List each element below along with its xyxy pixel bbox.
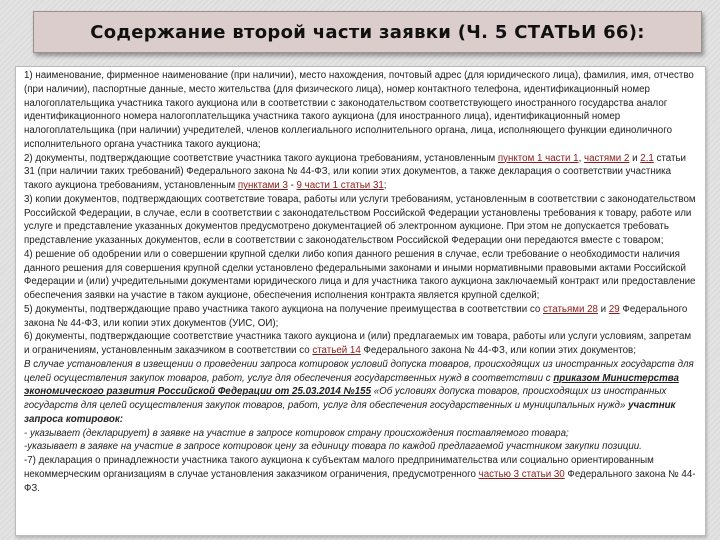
text-run: 3) копии документов, подтверждающих соответствие товара, работы или услуги требованиям, установленным в соответствии с законодательством Российской Федерации, в случае, если в соответствии с законодательством Российской Федерации установлены требования к товару, работе или услуге и представление указанных документов предусмотрено документацией об электронном аукционе. При этом не допускается требовать представление указанных документов, если в соответствии с законодательством Российской Федерации они передаются вместе с товаром;: [24, 193, 696, 246]
text-run: статьи 31 (при наличии таких требований) Федерального закона № 44-ФЗ, или копии этих документов, а также декларация о соответствии участника такого аукциона требованиям, установленным: [24, 152, 686, 191]
law-reference-link[interactable]: пунктами 3: [237, 180, 288, 191]
law-reference-link[interactable]: пунктом 1 части 1: [497, 152, 579, 164]
text-run: В случае установления в извещении о проведении запроса котировок условий допуска товаров, происходящих из иностранных государств для целей осуществления закупок товаров, работ, услуг для обеспечения государственных нужд в соответствии с: [24, 358, 694, 384]
title-banner: [33, 11, 702, 53]
text-run: Федерального закона № 44-ФЗ.: [24, 468, 696, 494]
text-run: ;: [383, 180, 387, 191]
text-run: «Об условиях допуска товаров, происходящих из иностранных государств для целей осуществления закупок товаров, работ, услуг для обеспечения государственных и муниципальных нужд»: [24, 386, 667, 411]
text-run: 5) документы, подтверждающие право участника такого аукциона на получение преимущества в соответствии со: [24, 303, 543, 315]
text-run: ,: [578, 152, 584, 164]
paragraph: [24, 330, 698, 358]
law-reference-link[interactable]: 29: [608, 303, 620, 315]
paragraph: [24, 69, 698, 152]
text-run: -указывает в заявке на участие в запросе котировок цену за единицу товара по каждой предлагаемой участником закупки позиции.: [24, 441, 642, 453]
law-reference-link[interactable]: частью 3 статьи 30: [478, 468, 565, 480]
text-run: 1) наименование, фирменное наименование (при наличии), место нахождения, почтовый адрес (для юридического лица), фамилия, имя, отчество (при наличии), паспортные данные, место жительства (для физического лица), номер контактного телефона, идентификационный номер налогоплательщика участника такого аукциона или в соответствии с законодательством соответствующего иностранного государства аналог идентификационного номера налогоплательщика участника такого аукциона (для иностранного лица), идентификационный номер налогоплательщика (при наличии) учредителей, членов коллегиального исполнительного органа, лица, исполняющего функции единоличного исполнительного органа участника такого аукциона;: [24, 70, 694, 150]
law-reference-link[interactable]: 9 части 1 статьи 31: [296, 180, 384, 191]
paragraph: [24, 152, 698, 193]
text-run: -7) декларация о принадлежности участника такого аукциона к субъектам малого предпринимательства или социально ориентированным некоммерческим организациям в случае установления заказчиком ограничения, предусмотренного: [24, 455, 654, 480]
paragraph: [24, 248, 698, 303]
text-run: 6) документы, подтверждающие соответствие участника такого аукциона и (или) предлагаемых им товара, работы или услуги условиям, запретам и ограничениям, установленным заказчиком в соответствии со: [24, 331, 692, 356]
text-run: 2) документы, подтверждающие соответствие участника такого аукциона требованиям, установленным: [24, 152, 498, 164]
text-run: -: [287, 180, 297, 191]
paragraph: [24, 193, 698, 248]
law-reference-link[interactable]: частями 2: [583, 152, 630, 164]
law-reference-link[interactable]: статьями 28: [543, 303, 598, 315]
content-panel: [15, 66, 706, 536]
law-reference-link[interactable]: статьей 14: [312, 345, 361, 356]
paragraph: [24, 427, 698, 441]
text-run: участник запроса котировок:: [24, 400, 676, 425]
text-run: приказом Министерства экономического развития Российской Федерации от 25.03.2014 №155: [24, 372, 679, 398]
text-run: и: [597, 303, 609, 315]
paragraph: [24, 440, 698, 454]
paragraph: [24, 358, 698, 427]
slide-title: Содержание второй части заявки (Ч. 5 СТАТЬИ 66):: [90, 21, 645, 43]
paragraph: [24, 454, 698, 495]
text-run: - указывает (декларирует) в заявке на участие в запросе котировок страну происхождения поставляемого товара;: [24, 427, 569, 439]
text-run: Федерального закона № 44-ФЗ, или копии этих документов (УИС, ОИ);: [24, 303, 688, 329]
paragraph: [24, 303, 698, 331]
text-run: 4) решение об одобрении или о совершении крупной сделки либо копия данного решения в случае, если требование о необходимости наличия данного решения для совершения крупной сделки установлено федеральными законами и иными нормативными правовыми актами Российской Федерации и (или) учредительными документами юридического лица и для участника такого аукциона заключаемый контракт или предоставление обеспечения заявки на участие в таком аукционе, обеспечения исполнения контракта является крупной сделкой;: [24, 248, 696, 301]
law-reference-link[interactable]: 2.1: [640, 152, 654, 164]
text-run: Федерального закона № 44-ФЗ, или копии этих документов;: [360, 345, 636, 356]
text-run: и: [629, 152, 641, 164]
